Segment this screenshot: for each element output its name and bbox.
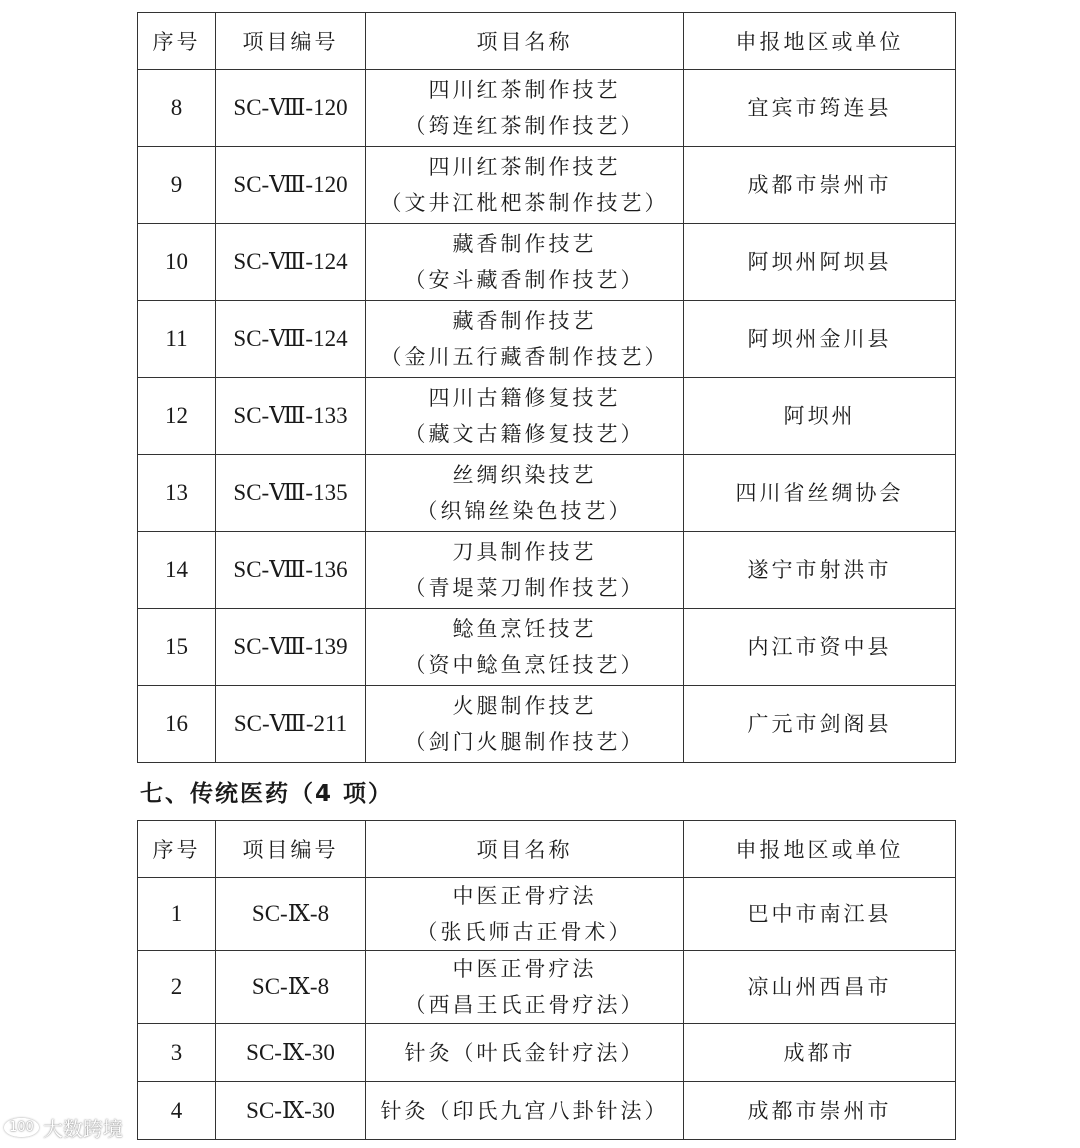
watermark-text: 大数跨境 bbox=[42, 1117, 123, 1141]
table-row bbox=[138, 70, 956, 147]
cell-code: SC-Ⅷ-135 bbox=[216, 455, 366, 532]
cell-region: 广元市剑阁县 bbox=[684, 686, 956, 763]
table-row bbox=[138, 1082, 956, 1140]
table-row bbox=[138, 609, 956, 686]
craft-items-table bbox=[137, 12, 956, 763]
item-subname: （筠连红茶制作技艺） bbox=[404, 114, 645, 138]
table-row bbox=[138, 878, 956, 951]
cell-region: 巴中市南江县 bbox=[684, 878, 956, 951]
cell-code: SC-Ⅸ-30 bbox=[216, 1082, 366, 1140]
cell-name bbox=[366, 1082, 684, 1140]
table-row bbox=[138, 951, 956, 1024]
cell-code: SC-Ⅷ-124 bbox=[216, 301, 366, 378]
cell-name bbox=[366, 455, 684, 532]
cell-index: 9 bbox=[138, 147, 216, 224]
cell-region: 成都市崇州市 bbox=[684, 1082, 956, 1140]
item-name: 四川红茶制作技艺 bbox=[428, 78, 621, 102]
cell-name bbox=[366, 878, 684, 951]
cell-region: 宜宾市筠连县 bbox=[684, 70, 956, 147]
cell-index: 2 bbox=[138, 951, 216, 1024]
cell-region: 成都市 bbox=[684, 1024, 956, 1082]
cell-index: 13 bbox=[138, 455, 216, 532]
cell-name bbox=[366, 609, 684, 686]
cell-code: SC-Ⅷ-120 bbox=[216, 147, 366, 224]
table-row bbox=[138, 532, 956, 609]
cell-region: 遂宁市射洪市 bbox=[684, 532, 956, 609]
table-row bbox=[138, 378, 956, 455]
cell-region: 四川省丝绸协会 bbox=[684, 455, 956, 532]
item-name: 丝绸织染技艺 bbox=[452, 463, 597, 487]
cell-name bbox=[366, 224, 684, 301]
cell-name bbox=[366, 532, 684, 609]
table-row bbox=[138, 147, 956, 224]
table-row bbox=[138, 455, 956, 532]
item-subname: （西昌王氏正骨疗法） bbox=[404, 993, 645, 1017]
header-region: 申报地区或单位 bbox=[684, 13, 956, 70]
cell-index: 10 bbox=[138, 224, 216, 301]
cell-name bbox=[366, 951, 684, 1024]
item-subname: （文井江枇杷茶制作技艺） bbox=[380, 191, 669, 215]
cell-code: SC-Ⅸ-8 bbox=[216, 878, 366, 951]
header-region: 申报地区或单位 bbox=[684, 821, 956, 878]
cell-name bbox=[366, 686, 684, 763]
cell-code: SC-Ⅷ-139 bbox=[216, 609, 366, 686]
cell-region: 凉山州西昌市 bbox=[684, 951, 956, 1024]
cell-code: SC-Ⅷ-124 bbox=[216, 224, 366, 301]
cell-index: 16 bbox=[138, 686, 216, 763]
cell-name bbox=[366, 70, 684, 147]
header-code: 项目编号 bbox=[216, 13, 366, 70]
cell-code: SC-Ⅷ-133 bbox=[216, 378, 366, 455]
header-name: 项目名称 bbox=[366, 821, 684, 878]
cell-index: 8 bbox=[138, 70, 216, 147]
table-header-row bbox=[138, 821, 956, 878]
item-subname: （藏文古籍修复技艺） bbox=[404, 422, 645, 446]
item-name: 中医正骨疗法 bbox=[452, 884, 597, 908]
cell-name bbox=[366, 147, 684, 224]
cell-region: 阿坝州 bbox=[684, 378, 956, 455]
item-subname: （资中鲶鱼烹饪技艺） bbox=[404, 653, 645, 677]
cell-index: 12 bbox=[138, 378, 216, 455]
cell-name bbox=[366, 1024, 684, 1082]
cell-code: SC-Ⅸ-8 bbox=[216, 951, 366, 1024]
table-row bbox=[138, 224, 956, 301]
item-name: 鲶鱼烹饪技艺 bbox=[452, 617, 597, 641]
item-subname: （金川五行藏香制作技艺） bbox=[380, 345, 669, 369]
cell-region: 阿坝州金川县 bbox=[684, 301, 956, 378]
item-name: 四川红茶制作技艺 bbox=[428, 155, 621, 179]
header-index: 序号 bbox=[138, 13, 216, 70]
cell-name bbox=[366, 378, 684, 455]
section-heading: 七、传统医药（4 项） bbox=[140, 781, 394, 807]
cell-index: 3 bbox=[138, 1024, 216, 1082]
watermark-logo-icon: 100 bbox=[4, 1118, 39, 1137]
table-row bbox=[138, 686, 956, 763]
cell-code: SC-Ⅷ-120 bbox=[216, 70, 366, 147]
cell-region: 成都市崇州市 bbox=[684, 147, 956, 224]
item-name: 火腿制作技艺 bbox=[452, 694, 597, 718]
item-name: 针灸（叶氏金针疗法） bbox=[404, 1040, 645, 1065]
header-code: 项目编号 bbox=[216, 821, 366, 878]
table-row bbox=[138, 1024, 956, 1082]
item-subname: （剑门火腿制作技艺） bbox=[404, 730, 645, 754]
item-name: 四川古籍修复技艺 bbox=[428, 386, 621, 410]
medicine-items-table bbox=[137, 820, 956, 1140]
item-name: 藏香制作技艺 bbox=[452, 232, 597, 256]
item-subname: （青堤菜刀制作技艺） bbox=[404, 576, 645, 600]
cell-index: 14 bbox=[138, 532, 216, 609]
cell-code: SC-Ⅸ-30 bbox=[216, 1024, 366, 1082]
table-header-row bbox=[138, 13, 956, 70]
cell-index: 4 bbox=[138, 1082, 216, 1140]
item-name: 刀具制作技艺 bbox=[452, 540, 597, 564]
cell-index: 11 bbox=[138, 301, 216, 378]
item-name: 藏香制作技艺 bbox=[452, 309, 597, 333]
table-row bbox=[138, 301, 956, 378]
cell-code: SC-Ⅷ-136 bbox=[216, 532, 366, 609]
item-subname: （织锦丝染色技艺） bbox=[416, 499, 633, 523]
header-index: 序号 bbox=[138, 821, 216, 878]
item-name: 中医正骨疗法 bbox=[452, 957, 597, 981]
cell-index: 1 bbox=[138, 878, 216, 951]
cell-region: 内江市资中县 bbox=[684, 609, 956, 686]
cell-region: 阿坝州阿坝县 bbox=[684, 224, 956, 301]
header-name: 项目名称 bbox=[366, 13, 684, 70]
item-subname: （安斗藏香制作技艺） bbox=[404, 268, 645, 292]
cell-code: SC-Ⅷ-211 bbox=[216, 686, 366, 763]
cell-name bbox=[366, 301, 684, 378]
cell-index: 15 bbox=[138, 609, 216, 686]
watermark bbox=[4, 1113, 123, 1142]
item-subname: （张氏师古正骨术） bbox=[416, 920, 633, 944]
item-name: 针灸（印氏九宫八卦针法） bbox=[380, 1098, 669, 1123]
